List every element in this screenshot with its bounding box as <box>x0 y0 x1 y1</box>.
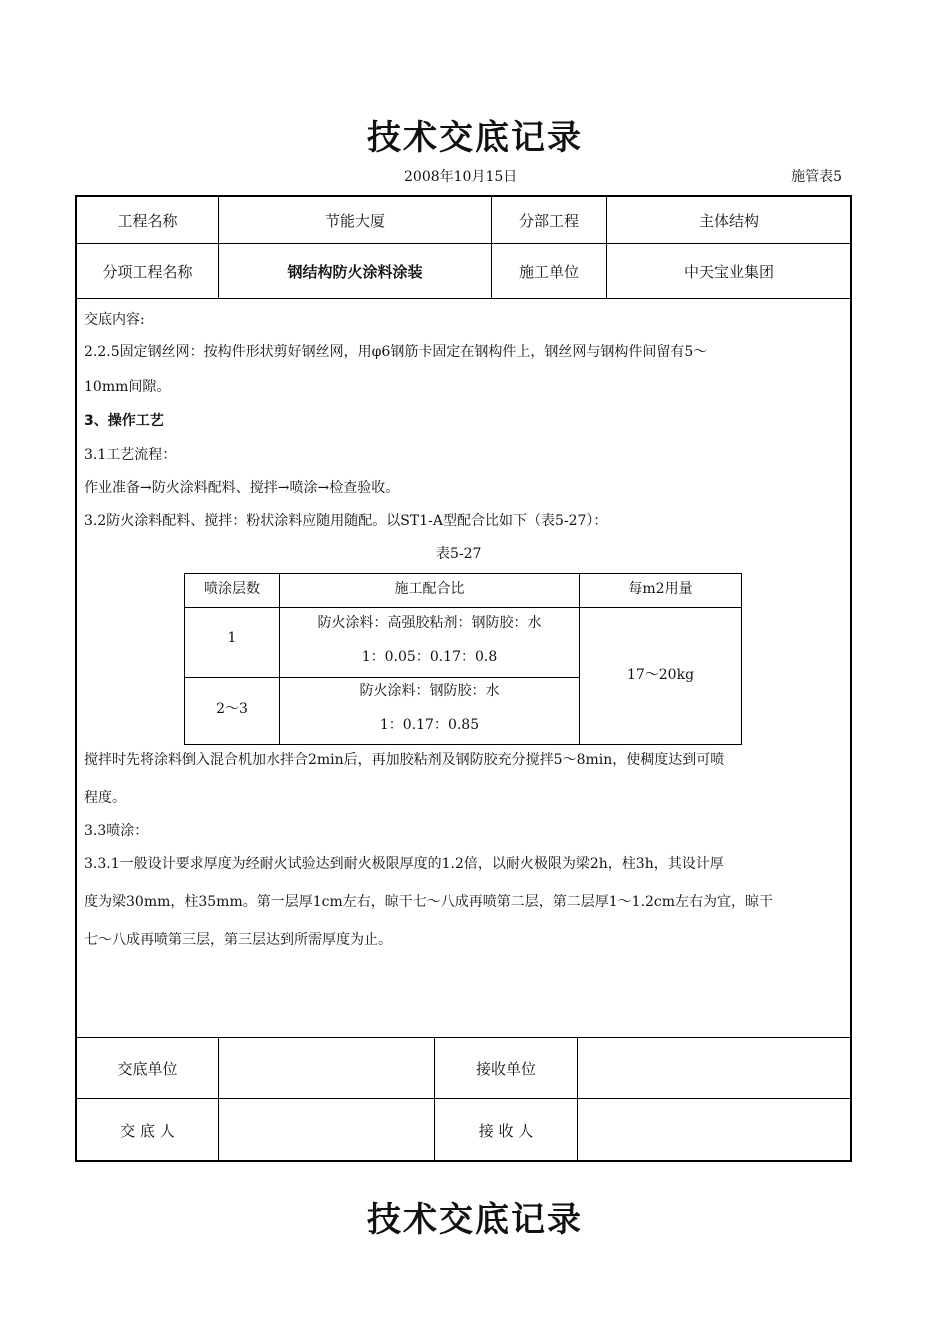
project-name-value: 节能大厦 <box>324 211 385 230</box>
contractor-label: 施工单位 <box>518 262 579 281</box>
mix-row-ratio-names: 防火涂料：钢防胶：水 <box>359 683 500 699</box>
form-number: 施管表5 <box>791 169 842 185</box>
project-name-label: 工程名称 <box>117 211 178 230</box>
mix-row-ratio-values: 1：0.17：0.85 <box>379 717 480 733</box>
issuer-unit-field[interactable] <box>219 1038 434 1098</box>
mix-usage-value: 17～20kg <box>626 667 695 683</box>
content-paragraph: 10mm间隙。 <box>84 379 171 395</box>
mix-row-layers: 2～3 <box>216 701 248 717</box>
content-intro: 交底内容: <box>84 312 145 328</box>
subsection-heading: 3.2防火涂料配料、搅拌：粉状涂料应随用随配。以ST1-A型配合比如下（表5-27）： <box>84 513 608 529</box>
page-title: 技术交底记录 <box>367 118 583 158</box>
issuer-label: 交 底 人 <box>120 1121 175 1140</box>
subsection-heading: 3.3喷涂： <box>84 823 149 839</box>
receiver-field[interactable] <box>578 1099 851 1161</box>
grid-line <box>185 607 741 608</box>
table-caption: 表5-27 <box>436 546 482 562</box>
subitem-value: 钢结构防火涂料涂装 <box>287 262 423 281</box>
mix-header-ratio: 施工配合比 <box>394 581 465 597</box>
contractor-value: 中天宝业集团 <box>683 262 774 281</box>
content-paragraph: 度为梁30mm，柱35mm。第一层厚1cm左右，晾干七～八成再喷第二层，第二层厚1～1.2cm左右为宜，晾干 <box>84 894 774 910</box>
content-paragraph: 2.2.5固定钢丝网：按构件形状剪好钢丝网，用φ6钢筋卡固定在钢构件上，钢丝网与钢构件间留有5～ <box>84 344 708 360</box>
section-heading: 3、操作工艺 <box>84 413 164 429</box>
content-paragraph: 七～八成再喷第三层，第三层达到所需厚度为止。 <box>84 932 392 948</box>
grid-line <box>185 677 579 678</box>
mix-header-usage: 每m2用量 <box>628 581 693 597</box>
issuer-field[interactable] <box>219 1099 434 1161</box>
next-page-title: 技术交底记录 <box>367 1200 583 1240</box>
division-label: 分部工程 <box>518 211 579 230</box>
receiver-unit-field[interactable] <box>578 1038 851 1098</box>
mix-row-ratio-names: 防火涂料：高强胶粘剂：钢防胶：水 <box>317 615 542 631</box>
mix-row-layers: 1 <box>227 630 237 646</box>
process-flow: 作业准备→防火涂料配料、搅拌→喷涂→检查验收。 <box>84 480 400 496</box>
content-paragraph: 程度。 <box>84 790 126 806</box>
grid-line <box>579 574 580 744</box>
mix-row-ratio-values: 1：0.05：0.17：0.8 <box>361 649 498 665</box>
record-date: 2008年10月15日 <box>404 169 518 185</box>
receiver-unit-label: 接收单位 <box>475 1059 536 1078</box>
content-paragraph: 搅拌时先将涂料倒入混合机加水拌合2min后，再加胶粘剂及钢防胶充分搅拌5～8min，使稠度达到可喷 <box>84 752 725 768</box>
subitem-label: 分项工程名称 <box>102 262 193 281</box>
content-paragraph: 3.3.1一般设计要求厚度为经耐火试验达到耐火极限厚度的1.2倍，以耐火极限为梁2h，柱3h，其设计厚 <box>84 856 724 872</box>
receiver-label: 接 收 人 <box>478 1121 534 1140</box>
division-value: 主体结构 <box>698 211 759 230</box>
mix-header-layers: 喷涂层数 <box>204 581 260 597</box>
grid-line <box>76 298 851 299</box>
issuer-unit-label: 交底单位 <box>117 1059 178 1078</box>
subsection-heading: 3.1工艺流程： <box>84 447 177 463</box>
